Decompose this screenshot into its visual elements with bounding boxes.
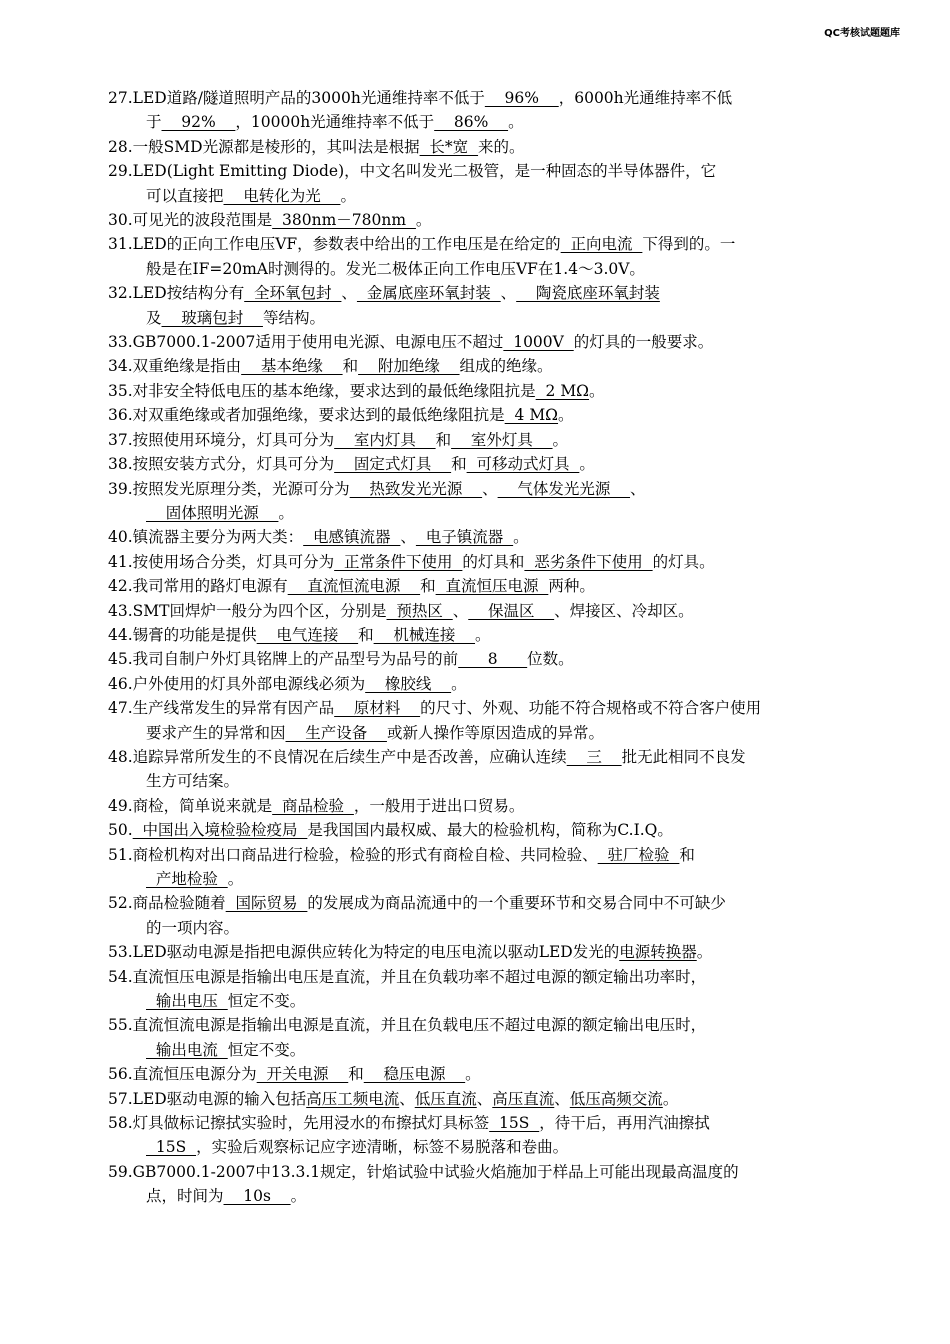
- question-item: [108, 843, 908, 892]
- question-text: 。: [415, 211, 432, 230]
- question-text: 直流恒压电源是指输出电压是直流，并且在负载功率不超过电源的额定输出功率时，: [132, 967, 707, 986]
- answer-blank: 基本绝缘: [241, 357, 343, 376]
- question-text: GB7000.1-2007中13.3.1规定，针焰试验中试验火焰施加于样品上可能出现最高温度的: [132, 1162, 739, 1181]
- question-text: 可以直接把: [146, 186, 224, 205]
- question-number: 30.: [108, 211, 133, 230]
- answer-blank: 可移动式灯具: [466, 455, 580, 474]
- question-item: [108, 745, 908, 794]
- question-text: 。: [227, 870, 244, 888]
- question-text: 一般SMD光源都是棱形的，其叫法是根据: [132, 137, 420, 156]
- question-text: 、: [482, 479, 498, 498]
- question-number: 55.: [108, 1016, 133, 1035]
- question-number: 47.: [108, 699, 133, 718]
- question-number: 45.: [108, 650, 133, 669]
- question-text: 按使用场合分类，灯具可分为: [132, 552, 335, 571]
- question-text: 、: [452, 601, 469, 620]
- question-item: [108, 940, 908, 964]
- question-text: 、: [630, 479, 646, 498]
- question-text: 生产线常发生的异常有因产品: [132, 699, 335, 718]
- question-text: 的发展成为商品流通中的一个重要环节和交易合同中不可缺少: [307, 894, 726, 913]
- answer-blank: 长*宽: [419, 137, 479, 156]
- answer-blank: 2 MΩ: [535, 381, 590, 400]
- question-text: 商检，简单说来就是: [132, 796, 273, 815]
- question-number: 48.: [108, 747, 133, 766]
- answer-blank: 高压直流: [492, 1089, 555, 1108]
- answer-blank: 橡胶线: [365, 674, 452, 693]
- question-text: LED驱动电源是指把电源供应转化为特定的电压电流以驱动LED发光的: [132, 943, 620, 962]
- answer-blank: 气体发光光源: [497, 479, 631, 498]
- question-text: 和: [358, 625, 374, 644]
- question-number: 35.: [108, 381, 133, 400]
- question-text: 我司常用的路灯电源有: [132, 577, 288, 596]
- question-text: 、: [554, 1089, 570, 1108]
- answer-blank: 15S: [489, 1114, 540, 1133]
- question-text: 、: [476, 1089, 493, 1108]
- answer-blank: 直流恒流电源: [287, 577, 421, 596]
- answer-blank: 热致发光光源: [349, 479, 483, 498]
- question-item: [108, 794, 908, 818]
- question-item: [108, 1160, 908, 1209]
- question-text: 。: [662, 1089, 679, 1108]
- question-number: 56.: [108, 1065, 133, 1084]
- question-number: 40.: [108, 528, 133, 547]
- question-text: 。: [290, 1187, 307, 1206]
- question-text: 下得到的。一: [642, 235, 736, 254]
- question-item: [108, 354, 908, 378]
- question-text: 镇流器主要分为两大类：: [132, 528, 304, 547]
- answer-blank: 高压工频电流: [306, 1089, 400, 1108]
- question-text: 。: [508, 113, 524, 132]
- question-text: 。: [340, 186, 356, 205]
- question-text: LED(Light Emitting Diode)，中文名叫发光二极管，是一种固态的半导体器件，它: [132, 162, 717, 181]
- question-text: 及: [146, 308, 162, 327]
- question-text: 直流恒压电源分为: [132, 1065, 257, 1084]
- answer-blank: 92%: [161, 113, 236, 132]
- question-text: ，一般用于进出口贸易。: [353, 796, 525, 815]
- question-text: 的一项内容。: [146, 918, 240, 937]
- question-text: 等结构。: [262, 308, 325, 327]
- question-number: 54.: [108, 967, 133, 986]
- answer-blank: 86%: [434, 113, 509, 132]
- answer-blank: 电子镇流器: [415, 528, 514, 547]
- question-text: 点，时间为: [146, 1187, 224, 1206]
- answer-blank: 陶瓷底座环氧封装: [516, 284, 660, 303]
- question-text: 和: [348, 1065, 364, 1084]
- question-text: 直流恒流电源是指输出电源是直流，并且在负载电压不超过电源的额定输出电压时，: [132, 1016, 707, 1035]
- question-item: [108, 135, 908, 159]
- answer-blank: 电源转换器: [619, 943, 697, 962]
- question-number: 46.: [108, 674, 133, 693]
- question-item: [108, 428, 908, 452]
- question-text: LED驱动电源的输入包括: [132, 1089, 307, 1108]
- question-text: 双重绝缘是指由: [132, 357, 242, 376]
- answer-blank: 中国出入境检验检疫局: [132, 821, 308, 840]
- question-text: 追踪异常所发生的不良情况在后续生产中是否改善，应确认连续: [132, 747, 567, 766]
- question-number: 38.: [108, 455, 133, 474]
- question-item: [108, 1111, 908, 1160]
- answer-blank: 保温区: [468, 601, 555, 620]
- question-item: [108, 330, 908, 354]
- question-text: 、: [400, 528, 416, 547]
- question-text: 。: [278, 503, 294, 522]
- question-text: 按照发光原理分类，光源可分为: [132, 479, 350, 498]
- question-text: 来的。: [478, 137, 525, 156]
- question-number: 31.: [108, 235, 133, 254]
- question-text: 户外使用的灯具外部电源线必须为: [132, 674, 366, 693]
- question-number: 41.: [108, 552, 133, 571]
- question-item: [108, 379, 908, 403]
- question-text: 和: [451, 455, 467, 474]
- answer-blank: 1000V: [503, 333, 574, 352]
- question-text: SMT回焊炉一般分为四个区，分别是: [132, 601, 387, 620]
- question-text: 于: [146, 113, 162, 132]
- question-text: 的灯具的一般要求。: [573, 333, 714, 352]
- question-item: [108, 1087, 908, 1111]
- question-text: 商品检验随着: [132, 894, 226, 913]
- page-header: QC考核试题题库: [824, 28, 900, 39]
- question-text: 。: [475, 625, 491, 644]
- question-text: 组成的绝缘。: [459, 357, 553, 376]
- answer-blank: 生产设备: [285, 723, 387, 742]
- question-text: 、焊接区、冷却区。: [554, 601, 694, 620]
- question-text: 对非安全特低电压的基本绝缘，要求达到的最低绝缘阻抗是: [132, 381, 536, 400]
- question-item: [108, 1013, 908, 1062]
- question-text: GB7000.1-2007适用于使用电光源、电源电压不超过: [132, 333, 504, 352]
- answer-blank: 商品检验: [272, 796, 354, 815]
- question-text: 对双重绝缘或者加强绝缘，要求达到的最低绝缘阻抗是: [132, 406, 505, 425]
- question-number: 39.: [108, 479, 133, 498]
- answer-blank: 驻厂检验: [597, 845, 680, 864]
- answer-blank: 国际贸易: [225, 894, 308, 913]
- answer-blank: 恶劣条件下使用: [524, 552, 653, 571]
- question-number: 29.: [108, 162, 133, 181]
- question-item: [108, 647, 908, 671]
- answer-blank: 正常条件下使用: [334, 552, 463, 571]
- question-text: 或新人操作等原因造成的异常。: [386, 723, 604, 742]
- question-item: [108, 696, 908, 745]
- question-item: [108, 525, 908, 549]
- question-text: 和: [679, 845, 695, 864]
- answer-blank: 正向电流: [560, 235, 643, 254]
- question-item: [108, 208, 908, 232]
- question-text: 的灯具。: [652, 552, 715, 571]
- question-text: 批无此相同不良发: [621, 747, 746, 766]
- answer-blank: 稳压电源: [363, 1065, 466, 1084]
- question-text: 。: [579, 455, 595, 474]
- question-text: 可见光的波段范围是: [132, 211, 273, 230]
- answer-blank: 电气连接: [256, 625, 359, 644]
- answer-blank: 直流恒压电源: [435, 577, 549, 596]
- question-text: LED的正向工作电压VF，参数表中给出的工作电压是在给定的: [132, 235, 561, 254]
- answer-blank: 电感镇流器: [303, 528, 401, 547]
- question-text: 要求产生的异常和因: [146, 723, 286, 742]
- question-text: 生方可结案。: [146, 772, 240, 791]
- question-text: 和: [435, 430, 452, 449]
- answer-blank: 室内灯具: [334, 430, 436, 449]
- question-number: 42.: [108, 577, 133, 596]
- answer-blank: 固定式灯具: [334, 455, 452, 474]
- answer-blank: 金属底座环氧封装: [356, 284, 501, 303]
- question-text: ，6000h光通维持率不低: [558, 89, 733, 107]
- answer-blank: 电转化为光: [223, 186, 341, 205]
- answer-blank: 固体照明光源: [146, 503, 279, 522]
- question-item: [108, 623, 908, 647]
- answer-blank: 开关电源: [256, 1065, 349, 1084]
- question-number: 33.: [108, 333, 133, 352]
- question-item: [108, 86, 908, 135]
- question-text: 、: [399, 1089, 415, 1108]
- answer-blank: 机械连接: [373, 625, 476, 644]
- answer-blank: 输出电流: [146, 1040, 228, 1059]
- question-text: 。: [558, 406, 574, 425]
- question-item: [108, 232, 908, 281]
- answer-blank: 预热区: [386, 601, 453, 620]
- question-text: ，待干后，再用汽油擦拭: [539, 1114, 710, 1133]
- answer-blank: 室外灯具: [451, 430, 553, 449]
- answer-blank: 10s: [223, 1187, 291, 1206]
- question-item: [108, 599, 908, 623]
- question-number: 44.: [108, 625, 133, 644]
- question-text: 我司自制户外灯具铭牌上的产品型号为品号的前: [132, 650, 459, 669]
- question-number: 50.: [108, 821, 133, 840]
- answer-blank: 380nm－780nm: [272, 211, 416, 230]
- question-text: 恒定不变。: [227, 1040, 306, 1059]
- answer-blank: 低压高频交流: [569, 1089, 663, 1108]
- question-number: 53.: [108, 943, 133, 962]
- answer-blank: 产地检验: [146, 870, 228, 888]
- question-item: [108, 1062, 908, 1086]
- question-text: 灯具做标记擦拭实验时，先用浸水的布擦拭灯具标签: [132, 1114, 490, 1133]
- question-text: 恒定不变。: [227, 992, 306, 1011]
- question-text: 按照安装方式分，灯具可分为: [132, 455, 335, 474]
- question-item: [108, 477, 908, 526]
- question-number: 58.: [108, 1114, 133, 1133]
- question-text: 、: [500, 284, 517, 303]
- answer-blank: 96%: [484, 89, 559, 107]
- question-item: [108, 403, 908, 427]
- question-item: [108, 672, 908, 696]
- question-text: 的灯具和: [462, 552, 525, 571]
- question-text: LED按结构分有: [132, 284, 245, 303]
- answer-blank: 低压直流: [414, 1089, 477, 1108]
- question-item: [108, 550, 908, 574]
- answer-blank: 输出电压: [146, 992, 228, 1011]
- question-text: 和: [420, 577, 436, 596]
- question-number: 28.: [108, 137, 133, 156]
- question-number: 59.: [108, 1162, 133, 1181]
- question-text: 的尺寸、外观、功能不符合规格或不符合客户使用: [420, 699, 762, 718]
- question-number: 51.: [108, 845, 133, 864]
- question-item: [108, 281, 908, 330]
- question-text: LED道路/隧道照明产品的3000h光通维持率不低于: [132, 89, 485, 107]
- question-text: 两种。: [548, 577, 595, 596]
- answer-blank: 三: [566, 747, 622, 766]
- question-text: ，实验后观察标记应字迹清晰，标签不易脱落和卷曲。: [196, 1138, 569, 1157]
- answer-blank: 附加绝缘: [358, 357, 460, 376]
- question-text: 。: [696, 943, 713, 962]
- question-number: 49.: [108, 796, 133, 815]
- answer-blank: 15S: [146, 1138, 197, 1157]
- question-text: 。: [589, 381, 605, 400]
- question-text: 。: [513, 528, 529, 547]
- answer-blank: 玻璃包封: [161, 308, 263, 327]
- question-number: 43.: [108, 601, 133, 620]
- question-item: [108, 965, 908, 1014]
- question-text: 锡膏的功能是提供: [132, 625, 257, 644]
- question-number: 32.: [108, 284, 133, 303]
- question-number: 57.: [108, 1089, 133, 1108]
- question-text: 、: [341, 284, 357, 303]
- question-item: [108, 891, 908, 940]
- answer-blank: 原材料: [334, 699, 421, 718]
- question-number: 27.: [108, 89, 133, 107]
- question-item: [108, 159, 908, 208]
- question-number: 36.: [108, 406, 133, 425]
- question-number: 37.: [108, 430, 133, 449]
- question-text: 商检机构对出口商品进行检验，检验的形式有商检自检、共同检验、: [132, 845, 598, 864]
- question-list: [108, 86, 908, 1209]
- question-text: 般是在IF=20mA时测得的。发光二极体正向工作电压VF在1.4～3.0V。: [146, 259, 645, 278]
- question-text: 。: [465, 1065, 481, 1084]
- question-text: 。: [451, 674, 467, 693]
- answer-blank: 全环氧包封: [244, 284, 342, 303]
- question-item: [108, 452, 908, 476]
- answer-blank: 8: [458, 650, 528, 669]
- question-number: 52.: [108, 894, 133, 913]
- question-text: 。: [552, 430, 569, 449]
- question-text: 是我国国内最权威、最大的检验机构，简称为C.I.Q。: [307, 821, 673, 840]
- question-item: [108, 818, 908, 842]
- question-text: 和: [342, 357, 359, 376]
- question-text: 按照使用环境分，灯具可分为: [132, 430, 335, 449]
- question-number: 34.: [108, 357, 133, 376]
- answer-blank: 4 MΩ: [504, 406, 559, 425]
- question-item: [108, 574, 908, 598]
- question-text: ，10000h光通维持率不低于: [235, 113, 435, 132]
- question-text: 位数。: [527, 650, 574, 669]
